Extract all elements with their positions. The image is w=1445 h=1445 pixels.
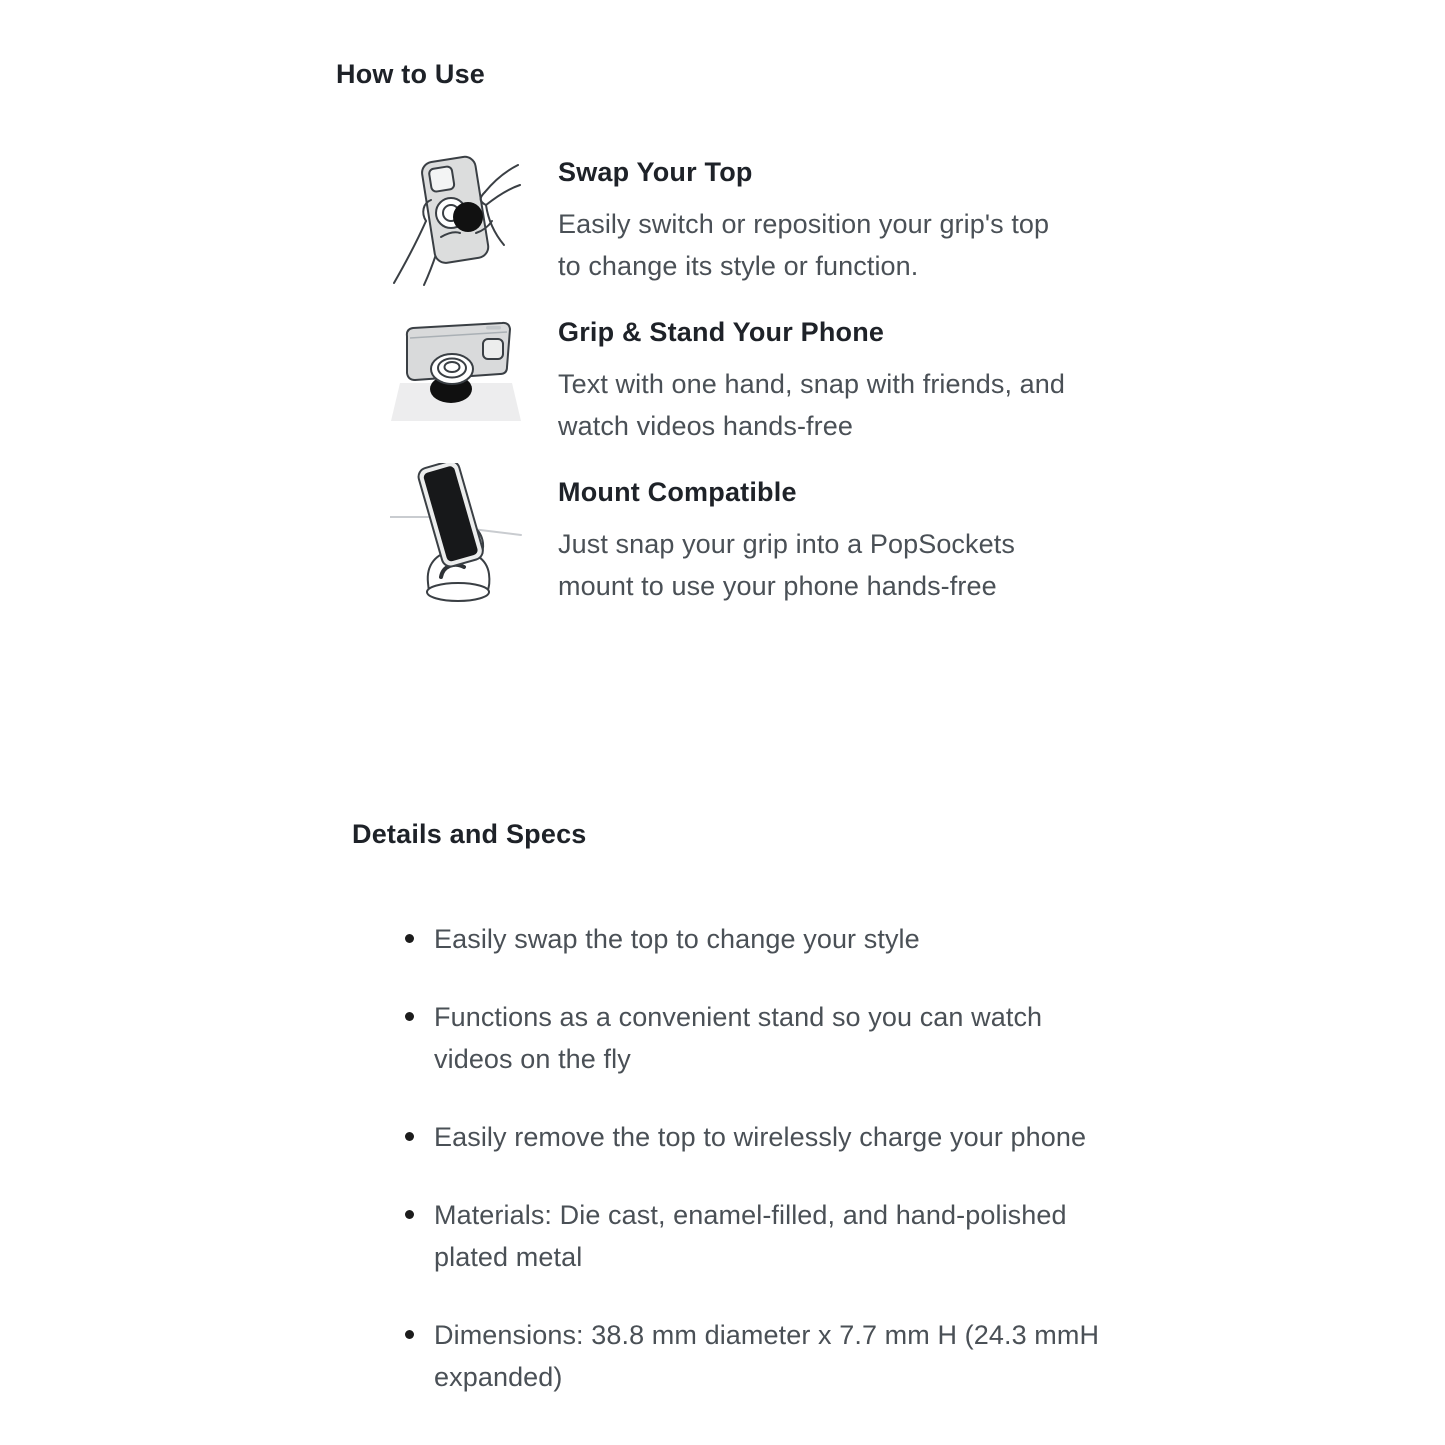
howto-item-text: [558, 463, 1015, 607]
howto-item-mount: [336, 463, 1065, 623]
how-to-use-items: [336, 143, 1065, 623]
howto-item-grip-stand: [336, 303, 1065, 463]
bullet-line: Dimensions: 38.8 mm diameter x 7.7 mm H (24.3 mmH: [434, 1320, 1100, 1350]
bullet-line: plated metal: [434, 1242, 583, 1272]
details-specs-section: [352, 820, 1099, 1434]
howto-item-title: Swap Your Top: [558, 157, 753, 187]
description-line: Easily switch or reposition your grip's top: [558, 209, 1050, 239]
howto-item-description: [558, 523, 1015, 607]
spec-bullet: [352, 1194, 1099, 1278]
description-line: to change its style or function.: [558, 251, 919, 281]
howto-item-text: [558, 143, 1049, 287]
how-to-use-section: [336, 60, 1065, 623]
spec-bullet: [352, 918, 1099, 960]
specs-list: [352, 918, 1099, 1398]
mount-compatible-icon: [390, 463, 522, 613]
howto-item-title: Mount Compatible: [558, 477, 797, 507]
howto-item-text: [558, 303, 1065, 447]
bullet-line: expanded): [434, 1362, 563, 1392]
bullet-line: Easily remove the top to wirelessly charge your phone: [434, 1122, 1087, 1152]
details-specs-heading: Details and Specs: [352, 819, 587, 849]
bullet-line: Easily swap the top to change your style: [434, 924, 920, 954]
spec-bullet: [352, 1116, 1099, 1158]
howto-item-swap-top: [336, 143, 1065, 303]
swap-top-icon: [390, 143, 522, 293]
description-line: Text with one hand, snap with friends, and: [558, 369, 1066, 399]
bullet-line: Functions as a convenient stand so you can watch: [434, 1002, 1043, 1032]
spec-bullet: [352, 996, 1099, 1080]
grip-stand-icon: [390, 303, 522, 453]
bullet-line: Materials: Die cast, enamel-filled, and hand-polished: [434, 1200, 1067, 1230]
spec-bullet: [352, 1314, 1099, 1398]
description-line: mount to use your phone hands-free: [558, 571, 997, 601]
how-to-use-heading: How to Use: [336, 59, 486, 89]
howto-item-description: [558, 363, 1065, 447]
howto-item-title: Grip & Stand Your Phone: [558, 317, 885, 347]
howto-item-description: [558, 203, 1049, 287]
description-line: Just snap your grip into a PopSockets: [558, 529, 1015, 559]
bullet-line: videos on the fly: [434, 1044, 631, 1074]
description-line: watch videos hands-free: [558, 411, 853, 441]
